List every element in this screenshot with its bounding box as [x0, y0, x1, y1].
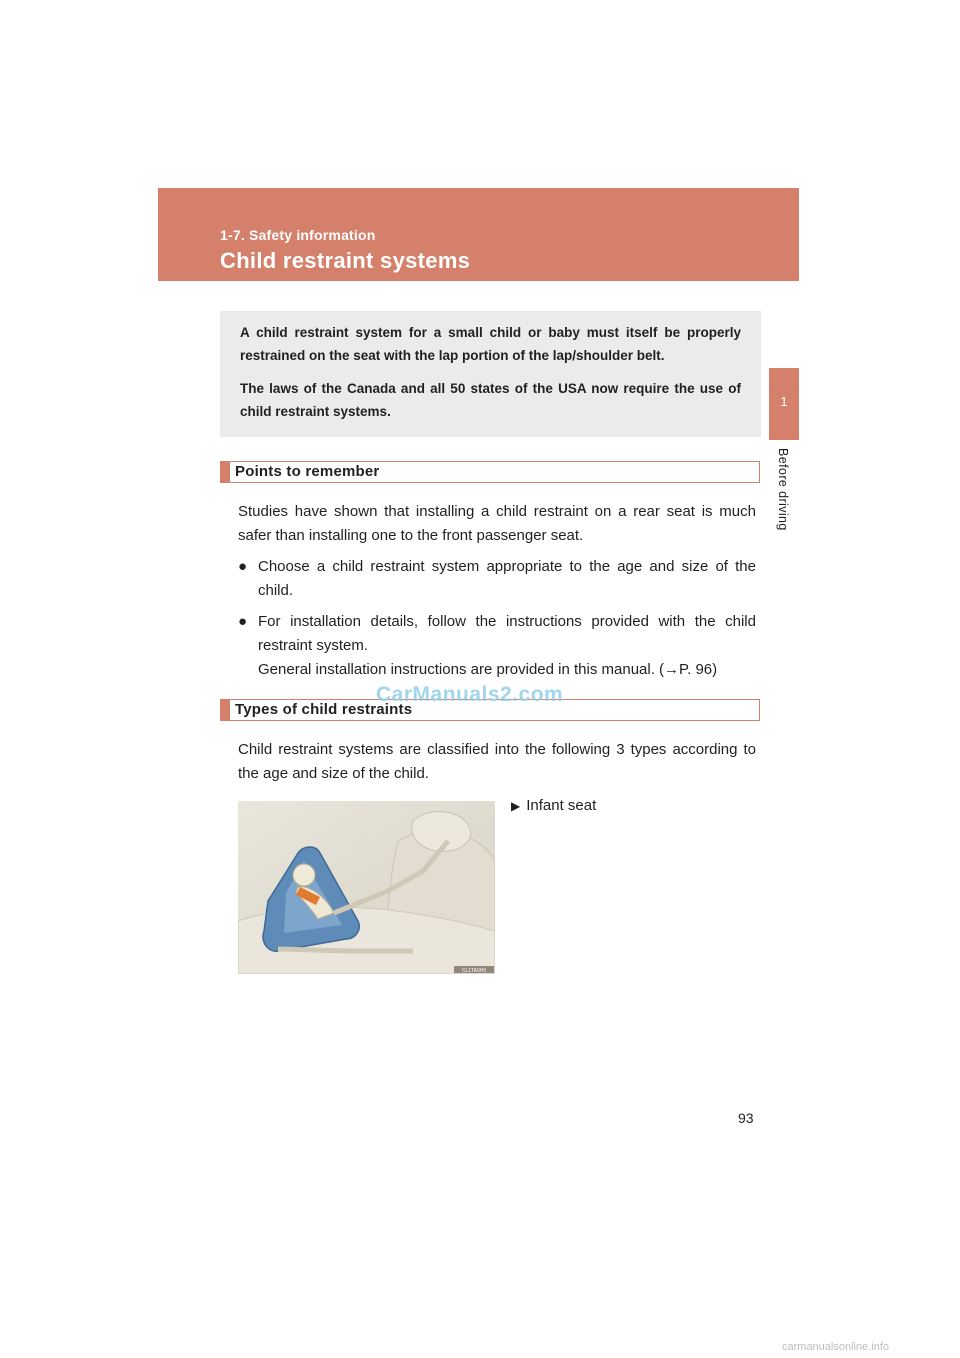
chapter-number: 1 [780, 394, 788, 409]
points-heading-bar [220, 461, 760, 483]
bullet-icon: ● [238, 613, 248, 630]
bullet-subtext: General installation instructions are provided in this manual. (→P. 96) [258, 661, 718, 678]
infant-seat-label: Infant seat [526, 797, 597, 814]
chapter-tab[interactable] [769, 368, 799, 440]
section-label: 1-7. Safety information [220, 227, 376, 243]
illustration-code: CL1TA0H0 [461, 968, 487, 974]
bullet-item [238, 555, 756, 603]
points-heading: Points to remember [235, 463, 380, 480]
infant-seat-illustration [238, 801, 495, 974]
intro-paragraph-1: A child restraint system for a small child or baby must itself be properly restrained on the seat with the lap portion of the lap/shoulder belt. [240, 325, 741, 363]
bullet-text: For installation details, follow the instructions provided with the child restraint system. [258, 613, 756, 654]
page-title: Child restraint systems [220, 248, 471, 273]
page-number: 93 [738, 1110, 754, 1126]
intro-box [220, 311, 761, 437]
types-heading: Types of child restraints [235, 701, 413, 718]
points-text: Studies have shown that installing a child restraint on a rear seat is much safer than installing one to the front passenger seat. [238, 503, 756, 544]
bullet-item [238, 610, 756, 682]
triangle-right-icon: ▶ [511, 799, 521, 813]
chapter-label: Before driving [776, 448, 790, 531]
bullet-icon: ● [238, 558, 248, 575]
header-band [158, 188, 799, 281]
infant-seat-caption [511, 797, 596, 814]
watermark[interactable]: CarManuals2.com [376, 683, 564, 706]
bullet-text: Choose a child restraint system appropriate to the age and size of the child. [258, 558, 756, 599]
intro-paragraph-2: The laws of the Canada and all 50 states of the USA now require the use of child restraint systems. [240, 381, 741, 419]
footer-logo[interactable]: carmanualsonline.info [782, 1341, 890, 1353]
types-text: Child restraint systems are classified into the following 3 types according to the age and size of the child. [238, 741, 756, 782]
